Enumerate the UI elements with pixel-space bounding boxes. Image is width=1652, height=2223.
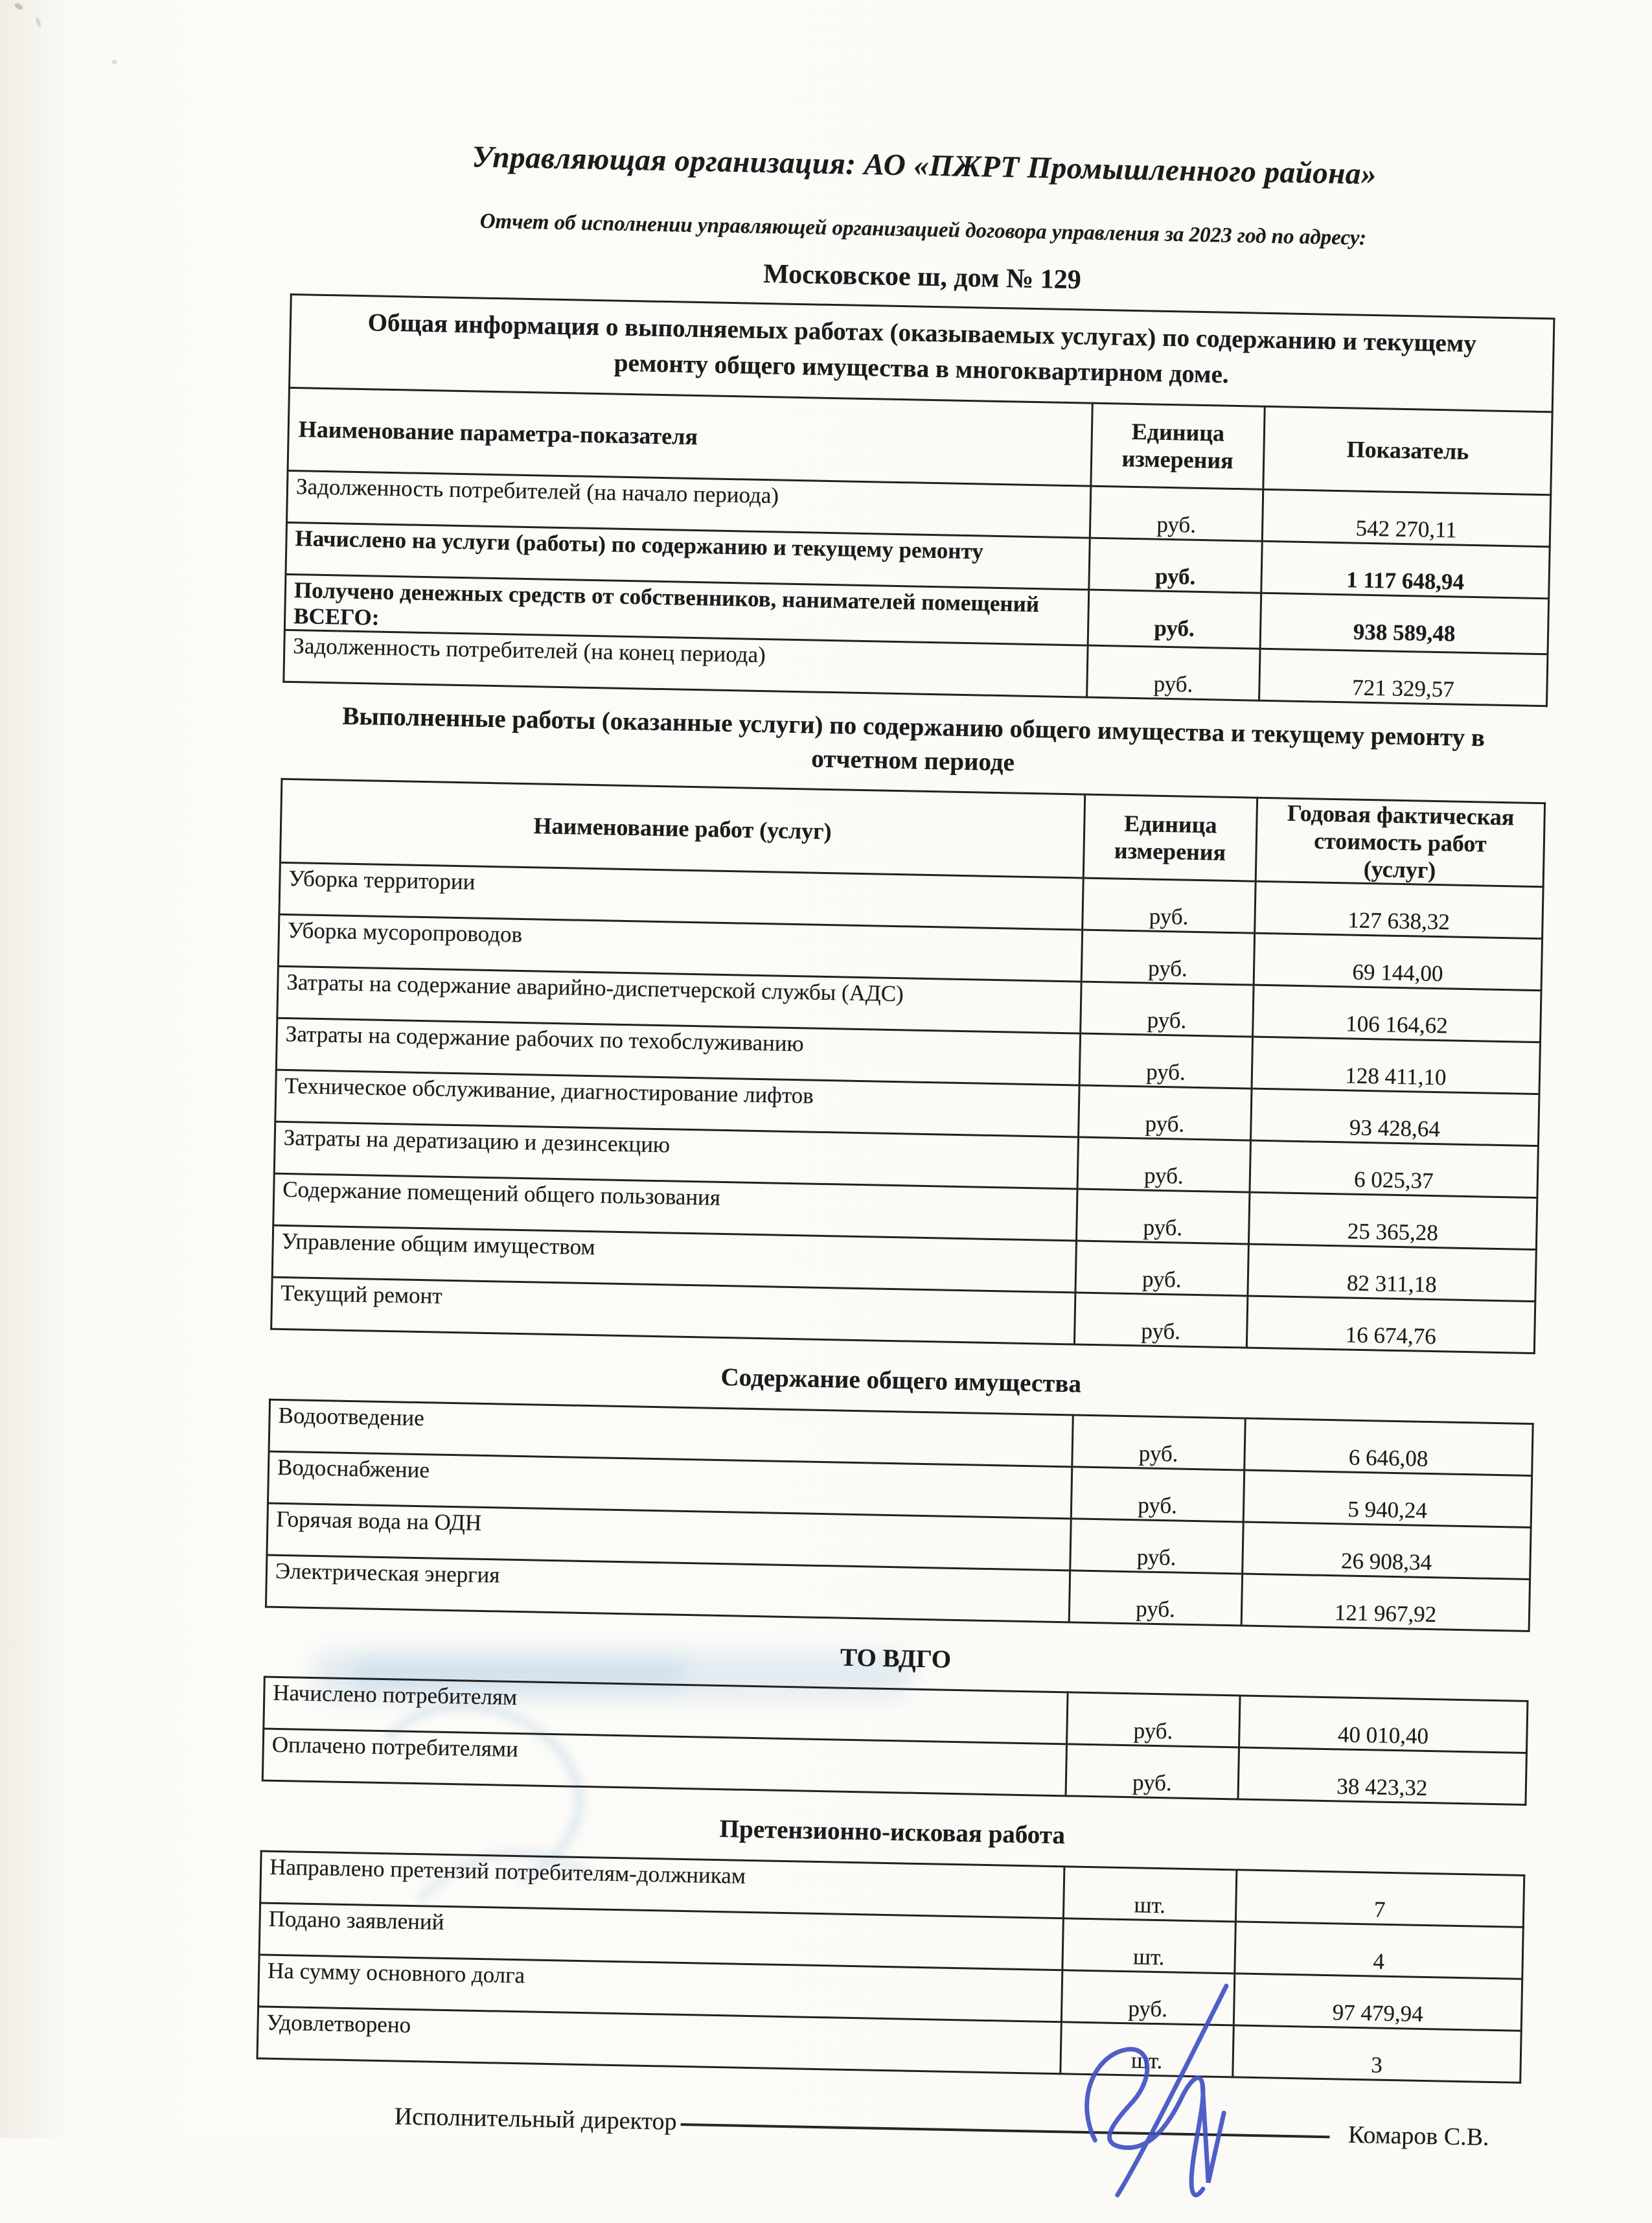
works-table (270, 778, 1546, 1354)
row-value: 3 (1233, 2025, 1521, 2082)
row-value: 69 144,00 (1254, 933, 1542, 991)
row-label: Горячая вода на ОДН (267, 1503, 1071, 1571)
row-unit: руб. (1061, 1970, 1234, 2025)
row-unit: шт. (1062, 1918, 1235, 1973)
row-unit: шт. (1061, 2021, 1233, 2077)
row-value: 82 311,18 (1248, 1244, 1536, 1302)
row-value: 5 940,24 (1243, 1470, 1532, 1528)
row-unit: руб. (1076, 1189, 1249, 1244)
row-value: 7 (1235, 1869, 1524, 1927)
row-value: 26 908,34 (1243, 1522, 1531, 1580)
row-label: Содержание помещений общего пользования (273, 1173, 1077, 1241)
row-label: Текущий ремонт (271, 1277, 1075, 1344)
row-label: Водоотведение (269, 1399, 1073, 1467)
column-header-name: Наименование параметра-показателя (288, 387, 1092, 486)
row-unit: руб. (1075, 1241, 1248, 1296)
row-value: 38 423,32 (1238, 1747, 1526, 1805)
row-label: Получено денежных средств от собственников, нанимателей помещений ВСЕГО: (284, 574, 1088, 645)
row-unit: руб. (1074, 1293, 1247, 1348)
row-unit: руб. (1089, 538, 1262, 593)
row-value: 121 967,92 (1241, 1574, 1530, 1631)
row-label: Задолженность потребителей (на конец периода) (284, 630, 1088, 698)
column-header-unit: Единица измерения (1091, 403, 1265, 489)
address-line: Московское ш, дом № 129 (763, 259, 1082, 295)
column-header-unit: Единица измерения (1083, 794, 1257, 881)
vdgo-table (262, 1676, 1529, 1806)
row-value: 542 270,11 (1262, 489, 1550, 547)
row-unit: руб. (1079, 1085, 1252, 1140)
maintenance-section-heading: Содержание общего имущества (720, 1363, 1082, 1398)
row-unit: руб. (1079, 1033, 1252, 1088)
row-label: Техническое обслуживание, диагностирование лифтов (275, 1070, 1079, 1137)
row-value: 4 (1235, 1921, 1523, 1979)
row-unit: руб. (1077, 1137, 1250, 1192)
row-label: На сумму основного долга (258, 1955, 1062, 2022)
row-unit: руб. (1087, 645, 1260, 700)
maintenance-table (265, 1398, 1534, 1631)
row-value: 127 638,32 (1255, 881, 1543, 939)
column-header-value: Показатель (1263, 406, 1552, 495)
row-label: Уборка территории (279, 862, 1083, 930)
claims-section-heading: Претензионно-исковая работа (719, 1815, 1066, 1850)
row-unit: шт. (1063, 1866, 1236, 1921)
row-value: 93 428,64 (1251, 1088, 1539, 1146)
row-value: 25 365,28 (1248, 1192, 1537, 1250)
column-header-value: Годовая фактическая стоимость работ (услуг) (1256, 798, 1544, 886)
works-section-heading: Выполненные работы (оказанные услуги) по содержанию общего имущества и текущему ремонту в отчетном периоде (342, 702, 1486, 777)
row-value: 6 646,08 (1245, 1418, 1533, 1476)
row-value: 97 479,94 (1233, 1973, 1522, 2031)
row-unit: руб. (1088, 590, 1261, 649)
row-unit: руб. (1090, 486, 1263, 541)
row-unit: руб. (1083, 878, 1256, 933)
row-label: Начислено на услуги (работы) по содержанию и текущему ремонту (286, 522, 1090, 590)
row-unit: руб. (1081, 982, 1254, 1037)
row-value: 6 025,37 (1250, 1140, 1538, 1198)
row-label: Затраты на содержание рабочих по техобслуживанию (276, 1018, 1080, 1085)
report-subtitle: Отчет об исполнении управляющей организацией договора управления за 2023 год по адресу: (479, 209, 1367, 250)
row-label: Водоснабжение (268, 1451, 1072, 1519)
row-unit: руб. (1067, 1692, 1240, 1747)
signer-position-label: Исполнительный директор (394, 2102, 678, 2136)
row-label: Управление общим имуществом (272, 1225, 1076, 1293)
signature-block (394, 2102, 1489, 2151)
row-value: 128 411,10 (1252, 1037, 1540, 1094)
row-value: 721 329,57 (1259, 649, 1548, 706)
row-unit: руб. (1081, 930, 1254, 985)
row-label: Уборка мусоропроводов (278, 914, 1082, 982)
row-label: Электрическая энергия (266, 1555, 1070, 1622)
table-title: Общая информация о выполняемых работах (оказываемых услугах) по содержанию и текущему ремонту общего имущества в многоквартирном доме. (290, 294, 1554, 411)
signer-name: Комаров С.В. (1348, 2121, 1489, 2151)
row-label: Оплачено потребителями (262, 1729, 1066, 1796)
row-label: Начислено потребителям (264, 1677, 1068, 1744)
row-value: 1 117 648,94 (1261, 541, 1550, 599)
row-value: 16 674,76 (1246, 1296, 1535, 1353)
general-info-table (282, 294, 1555, 708)
row-unit: руб. (1069, 1571, 1242, 1626)
row-value: 938 589,48 (1260, 593, 1549, 654)
row-label: Затраты на содержание аварийно-диспетчерской службы (АДС) (277, 966, 1081, 1033)
row-label: Задолженность потребителей (на начало периода) (287, 470, 1091, 538)
row-label: Удовлетворено (257, 2007, 1061, 2074)
signature-line (681, 2123, 1331, 2138)
row-label: Затраты на дератизацию и дезинсекцию (274, 1122, 1078, 1189)
row-unit: руб. (1066, 1744, 1239, 1799)
row-label: Направлено претензий потребителям-должникам (260, 1851, 1064, 1918)
column-header-name: Наименование работ (услуг) (280, 779, 1084, 878)
row-value: 40 010,40 (1239, 1696, 1528, 1753)
row-unit: руб. (1072, 1415, 1245, 1470)
row-unit: руб. (1070, 1519, 1243, 1574)
vdgo-section-heading: ТО ВДГО (840, 1643, 952, 1674)
claims-table (257, 1850, 1526, 2083)
organization-title: Управляющая организация: АО «ПЖРТ Промышленного района» (472, 140, 1377, 192)
row-label: Подано заявлений (259, 1903, 1063, 1970)
row-unit: руб. (1071, 1467, 1244, 1522)
row-value: 106 164,62 (1253, 985, 1541, 1042)
